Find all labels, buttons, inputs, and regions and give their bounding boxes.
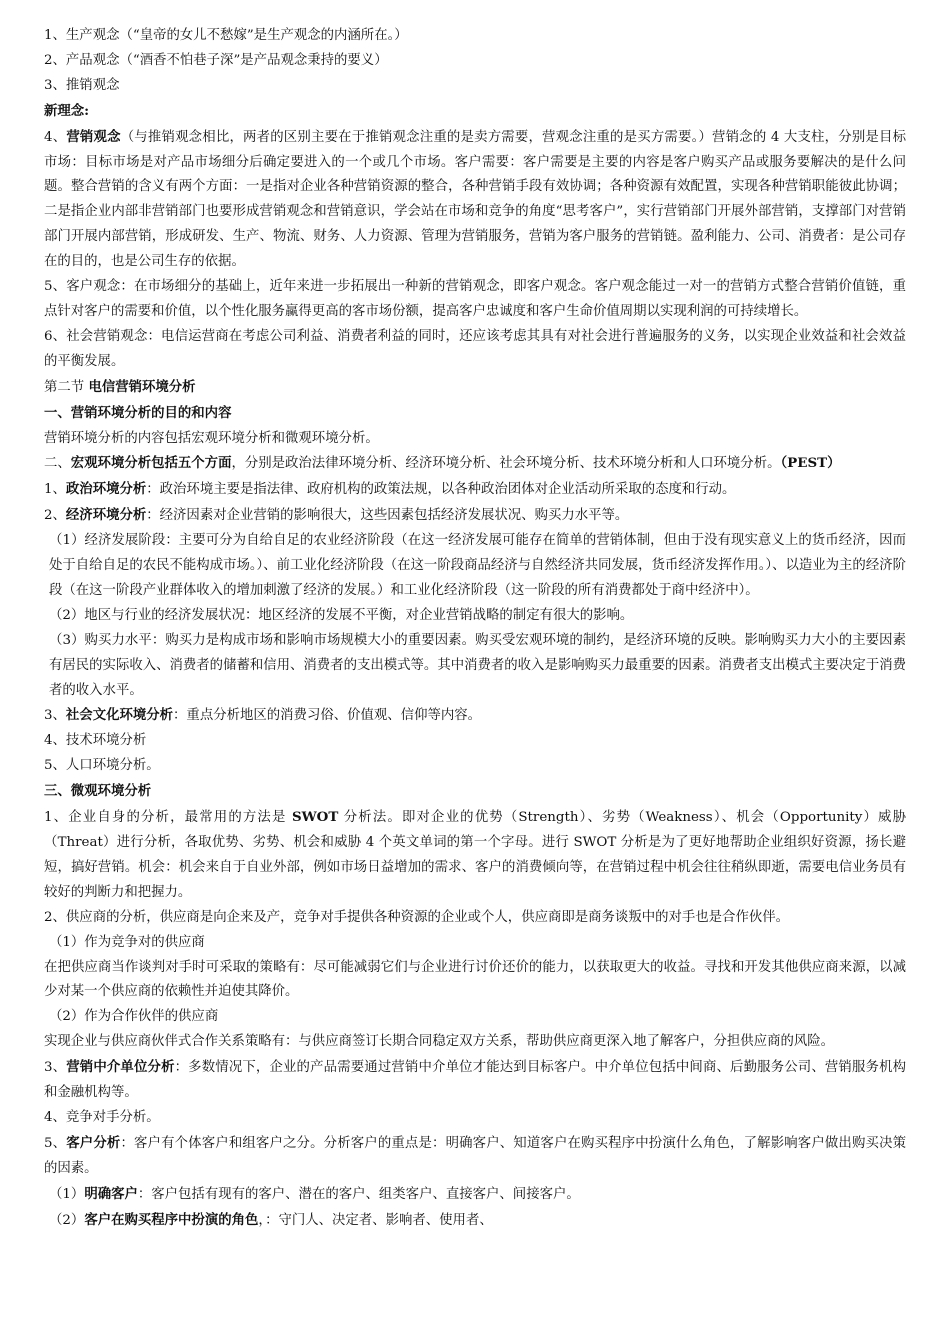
- paragraph-number: 2、: [44, 508, 66, 524]
- heading-new-idea: [44, 99, 906, 125]
- paragraph-number: 3、: [44, 1060, 67, 1076]
- paragraph-body: ：政治环境主要是指法律、政府机构的政策法规，以各种政治团体对企业活动所采取的态度和行动。: [146, 482, 736, 498]
- paragraph-number: 5、: [44, 1135, 67, 1151]
- term-customer-roles: 客户在购买程序中扮演的角色: [84, 1211, 259, 1228]
- paragraph-technology-environment: 4、技术环境分析: [44, 733, 147, 749]
- paragraph-supplier-competitor: 在把供应商当作谈判对手时可采取的策略有：尽可能减弱它们与企业进行讨价还价的能力，以获取更大的收益。寻找和开发其他供应商来源，以减少对某一个供应商的依赖性并迫使其降价。: [44, 959, 906, 1000]
- term-marketing-concept: 营销观念: [66, 128, 121, 145]
- paragraph-customer-roles: [44, 1208, 906, 1234]
- term-intermediary: 营销中介单位分析: [66, 1059, 175, 1076]
- term-political-environment: 政治环境分析: [65, 481, 147, 498]
- paragraph-customer-analysis: [44, 1131, 906, 1182]
- paragraph-identify-customer: [44, 1182, 906, 1208]
- paragraph-selling-concept: 3、推销观念: [44, 77, 120, 93]
- term-customer-analysis: 客户分析: [66, 1134, 121, 1151]
- heading-number: 二、: [44, 456, 71, 472]
- paragraph-supplier-partner: 实现企业与供应商伙伴式合作关系策略有：与供应商签订长期合同稳定双方关系，帮助供应商更深入地了解客户，分担供应商的风险。: [44, 1034, 835, 1050]
- section-number: 第二节: [44, 379, 89, 395]
- term-swot: SWOT: [291, 809, 339, 826]
- heading-macro-environment: [44, 451, 906, 477]
- heading-environment-purpose: [44, 401, 906, 427]
- paragraph-number: 4、: [44, 129, 67, 145]
- paragraph-body: ：经济因素对企业营销的影响很大，这些因素包括经济发展状况、购买力水平等。: [146, 508, 629, 524]
- paragraph-marketing-concept: [44, 125, 906, 275]
- section-title: 电信营销环境分析: [88, 378, 196, 395]
- paragraph-social-marketing: 6、社会营销观念：电信运营商在考虑公司利益、消费者利益的同时，还应该考虑其具有对社会进行普遍服务的义务，以实现企业效益和社会效益的平衡发展。: [44, 328, 906, 369]
- paragraph-economic-environment: [44, 503, 906, 529]
- paragraph-social-culture: [44, 703, 906, 729]
- paragraph-body: ：客户包括有现有的客户、潜在的客户、组类客户、直接客户、间接客户。: [137, 1186, 580, 1202]
- subheading-supplier-partner: （2）作为合作伙伴的供应商: [49, 1009, 219, 1025]
- heading-micro-environment: [44, 779, 906, 805]
- paragraph-number: 3、: [44, 708, 66, 724]
- term-macro-environment: 宏观环境分析包括五个方面: [70, 455, 232, 472]
- paragraph-swot: [44, 805, 906, 906]
- paragraph-population-environment: 5、人口环境分析。: [44, 758, 160, 774]
- section-heading-2: [44, 375, 906, 401]
- paragraph-environment-content: 营销环境分析的内容包括宏观环境分析和微观环境分析。: [44, 430, 379, 446]
- paragraph-competitor-analysis: 4、竞争对手分析。: [44, 1109, 160, 1125]
- subheading-supplier-competitor: （1）作为竞争对的供应商: [49, 934, 205, 950]
- paragraph-number: （1）: [49, 1186, 85, 1202]
- term-economic-environment: 经济环境分析: [65, 507, 147, 524]
- paragraph-number: （2）: [49, 1212, 85, 1228]
- paragraph-purchasing-power: （3）购买力水平：购买力是构成市场和影响市场规模大小的重要因素。购买受宏观环境的制约，是经济环境的反映。影响购买力大小的主要因素有居民的实际收入、消费者的储蓄和信用、消费者的支出模式等。其中消费者的收入是影响购买力最重要的因素。消费者支出模式主要决定于消费者的收入水平。: [49, 632, 906, 698]
- paragraph-body: ：重点分析地区的消费习俗、价值观、信仰等内容。: [173, 708, 482, 724]
- paragraph-product-concept: 2、产品观念（“酒香不怕巷子深”是产品观念秉持的要义）: [44, 52, 388, 68]
- paragraph-lead: 1、企业自身的分析，最常用的方法是: [44, 810, 292, 826]
- paragraph-number: 1、: [44, 482, 66, 498]
- paragraph-supplier-analysis: 2、供应商的分析，供应商是向企来及产，竞争对手提供各种资源的企业或个人，供应商即是商务谈叛中的对手也是合作伙伴。: [44, 909, 789, 925]
- paragraph-production-concept: 1、生产观念（“皇帝的女儿不愁嫁”是生产观念的内涵所在。）: [44, 28, 408, 43]
- paragraph-political-environment: [44, 477, 906, 503]
- heading-environment-purpose-text: 一、营销环境分析的目的和内容: [44, 404, 232, 421]
- paragraph-customer-concept: 5、客户观念：在市场细分的基础上，近年来进一步拓展出一种新的营销观念，即客户观念。客户观念能过一对一的营销方式整合营销价值链，重点针对客户的需要和价值，以个性化服务赢得更高的客市场份额，提高客户忠诚度和客户生命价值周期以实现利润的可持续增长。: [44, 279, 906, 319]
- paragraph-intermediary: [44, 1055, 906, 1106]
- term-identify-customer: 明确客户: [84, 1185, 138, 1202]
- paragraph-body: 分析法。即对企业的优势（Strength）、劣势（Weakness）、机会（Opportunity）威胁（Threat）进行分析，各取优势、劣势、机会和威胁 4 个英文单词的第一个字母。进行 SWOT 分析是为了更好地帮助企业组织好资源，扬长避短，搞好营销。机会：机会来自于自业外部，例如市场日益增加的需求、客户的消费倾向等，在营销过程中机会往往稍纵即逝，需要电信业务员有较好的判断力和把握力。: [44, 810, 906, 900]
- heading-micro-environment-text: 三、微观环境分析: [44, 783, 152, 800]
- paragraph-body: （与推销观念相比，两者的区别主要在于推销观念注重的是卖方需要，营观念注重的是买方需要。）营销念的 4 大支柱，分别是目标市场：目标市场是对产品市场细分后确定要进入的一个或几个市场。客户需要：客户需要是主要的内容是客户购买产品或服务要解决的是什么问题。整合营销的含义有两个方面：一是指对企业各种营销资源的整合，各种营销手段有效协调；各种资源有效配置，实现各种营销职能彼此协调；二是指企业内部非营销部门也要形成营销观念和营销意识，学会站在市场和竞争的角度“思考客户”，实行营销部门开展外部营销，支撑部门对营销部门开展内部营销，形成研发、生产、物流、财务、人力资源、管理为营销服务，营销为客户服务的营销链。盈利能力、公司、消费者：是公司存在的目的，也是公司生存的依据。: [44, 129, 906, 270]
- paragraph-body: ：客户有个体客户和组客户之分。分析客户的重点是：明确客户、知道客户在购买程序中扮演什么角色，了解影响客户做出购买决策的因素。: [44, 1135, 907, 1176]
- paragraph-economic-stage: （1）经济发展阶段：主要可分为自给自足的农业经济阶段（在这一经济发展可能存在简单的营销体制，但由于没有现实意义上的货币经济，因而处于自给自足的农民不能构成市场。）、前工业化经济阶段（在这一阶段商品经济与自然经济共同发展，货币经济发挥作用。）、以造业为主的经济阶段（在这一阶段产业群体收入的增加刺激了经济的发展。）和工业化经济阶段（这一阶段的所有消费都处于商中经济中）。: [49, 533, 906, 598]
- paragraph-regional-economy: （2）地区与行业的经济发展状况：地区经济的发展不平衡，对企业营销战略的制定有很大的影响。: [49, 607, 634, 623]
- heading-new-idea-text: 新理念:: [44, 102, 90, 119]
- term-social-culture: 社会文化环境分析: [65, 707, 174, 724]
- term-pest: （PEST）: [780, 455, 841, 472]
- paragraph-body: ，：守门人、决定者、影响者、使用者、: [258, 1212, 493, 1228]
- paragraph-body: ，分别是政治法律环境分析、经济环境分析、社会环境分析、技术环境分析和人口环境分析。: [231, 456, 781, 472]
- paragraph-body: ：多数情况下，企业的产品需要通过营销中介单位才能达到目标客户。中介单位包括中间商、后勤服务公司、营销服务机构和金融机构等。: [44, 1060, 907, 1101]
